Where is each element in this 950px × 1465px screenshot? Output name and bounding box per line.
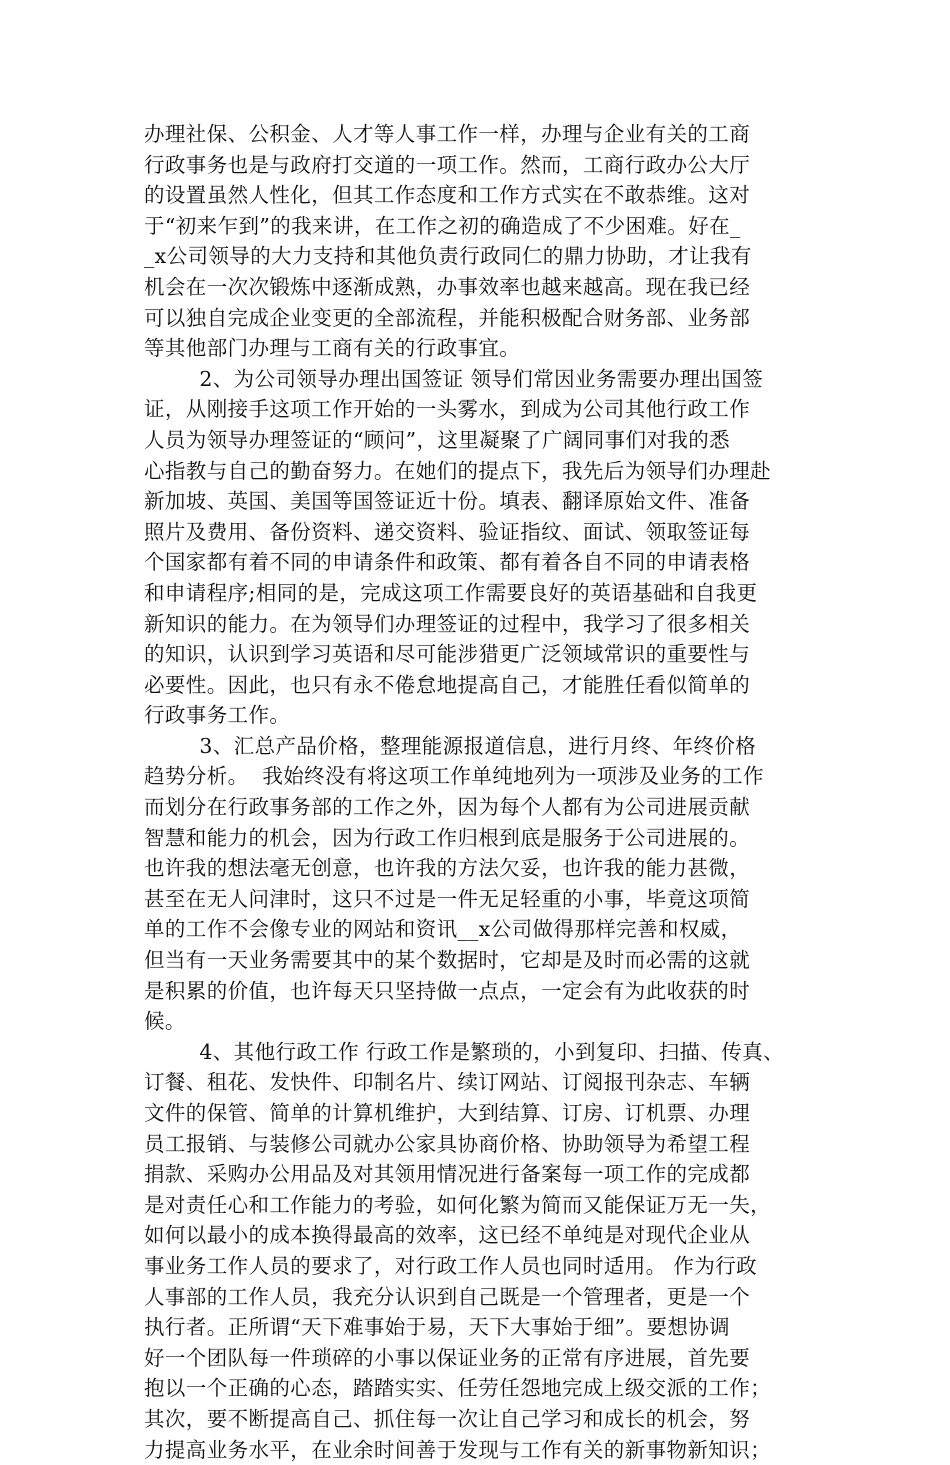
text-line: 可以独自完成企业变更的全部流程，并能积极配合财务部、业务部: [144, 305, 751, 330]
text-line: 如何以最小的成本换得最高的效率，这已经不单纯是对现代企业从: [144, 1223, 751, 1248]
text-line: 订餐、租花、发快件、印制名片、续订网站、订阅报刊杂志、车辆: [144, 1070, 751, 1095]
text-line: 捐款、采购办公用品及对其领用情况进行备案每一项工作的完成都: [144, 1162, 751, 1187]
text-line: 心指教与自己的勤奋努力。在她们的提点下，我先后为领导们办理赴: [144, 458, 771, 483]
text-line: 必要性。因此，也只有永不倦怠地提高自己，才能胜任看似简单的: [144, 672, 751, 697]
text-line: 的知识，认识到学习英语和尽可能涉猎更广泛领域常识的重要性与: [144, 642, 751, 667]
text-line: 证，从刚接手这项工作开始的一头雾水，到成为公司其他行政工作: [144, 397, 751, 422]
text-line: 等其他部门办理与工商有关的行政事宜。: [144, 336, 521, 361]
text-line: 也许我的想法毫无创意，也许我的方法欠妥，也许我的能力甚微，: [144, 856, 751, 881]
text-line: 办理社保、公积金、人才等人事工作一样，办理与企业有关的工商: [144, 122, 751, 146]
text-line: 是积累的价值，也许每天只坚持做一点点，一定会有为此收获的时: [144, 978, 751, 1003]
text-line: 4、其他行政工作 行政工作是繁琐的，小到复印、扫描、传真、: [144, 1039, 784, 1064]
text-line: 但当有一天业务需要其中的某个数据时，它却是及时而必需的这就: [144, 948, 751, 973]
text-line: 文件的保管、简单的计算机维护，大到结算、订房、订机票、办理: [144, 1101, 751, 1125]
text-line: 单的工作不会像专业的网站和资讯__x公司做得那样完善和权威，: [144, 917, 742, 942]
text-line: 而划分在行政事务部的工作之外，因为每个人都有为公司进展贡献: [144, 795, 751, 820]
text-line: 3、汇总产品价格，整理能源报道信息，进行月终、年终价格: [144, 733, 757, 758]
text-line: 执行者。正所谓“天下难事始于易，天下大事始于细”。要想协调: [144, 1315, 731, 1340]
text-line: 趋势分析。 我始终没有将这项工作单纯地列为一项涉及业务的工作: [144, 764, 764, 789]
text-line: 于“初来乍到”的我来讲，在工作之初的确造成了不少困难。好在_: [144, 213, 741, 238]
text-line: 人事部的工作人员，我充分认识到自己既是一个管理者，更是一个: [144, 1284, 751, 1309]
text-line: 智慧和能力的机会，因为行政工作归根到底是服务于公司进展的。: [144, 825, 751, 850]
text-line: 甚至在无人问津时，这只不过是一件无足轻重的小事，毕竟这项简: [144, 886, 751, 911]
text-line: 新加坡、英国、美国等国签证近十份。填表、翻译原始文件、准备: [144, 489, 751, 514]
text-line: 行政事务也是与政府打交道的一项工作。然而，工商行政办公大厅: [144, 152, 751, 177]
text-line: 员工报销、与装修公司就办公家具协商价格、协助领导为希望工程: [144, 1131, 751, 1156]
text-line: 个国家都有着不同的申请条件和政策、都有着各自不同的申请表格: [144, 550, 751, 575]
text-line: 新知识的能力。在为领导们办理签证的过程中，我学习了很多相关: [144, 611, 751, 636]
text-line: 候。: [144, 1009, 186, 1034]
text-line: 抱以一个正确的心态，踏踏实实、任劳任怨地完成上级交派的工作；: [144, 1376, 771, 1401]
text-line: 人员为领导办理签证的“顾问”，这里凝聚了广阔同事们对我的悉: [144, 427, 731, 452]
text-line: 的设置虽然人性化，但其工作态度和工作方式实在不敢恭维。这对: [144, 183, 751, 208]
document-body: [144, 119, 824, 1465]
text-line: 照片及费用、备份资料、递交资料、验证指纹、面试、领取签证每: [144, 519, 751, 544]
text-line: 2、为公司领导办理出国签证 领导们常因业务需要办理出国签: [144, 366, 764, 391]
text-line: 和申请程序;相同的是，完成这项工作需要良好的英语基础和自我更: [144, 580, 758, 605]
text-line: 是对责任心和工作能力的考验，如何化繁为简而又能保证万无一失，: [144, 1192, 771, 1217]
text-line: _x公司领导的大力支持和其他负责行政同仁的鼎力协助，才让我有: [144, 244, 752, 269]
text-line: 事业务工作人员的要求了，对行政工作人员也同时适用。 作为行政: [144, 1253, 758, 1278]
text-line: 力提高业务水平，在业余时间善于发现与工作有关的新事物新知识；: [144, 1437, 771, 1462]
text-line: 机会在一次次锻炼中逐渐成熟，办事效率也越来越高。现在我已经: [144, 274, 751, 299]
text-line: 其次，要不断提高自己、抓住每一次让自己学习和成长的机会，努: [144, 1406, 751, 1431]
text-line: 行政事务工作。: [144, 703, 291, 728]
text-line: 好一个团队每一件琐碎的小事以保证业务的正常有序进展，首先要: [144, 1345, 751, 1370]
